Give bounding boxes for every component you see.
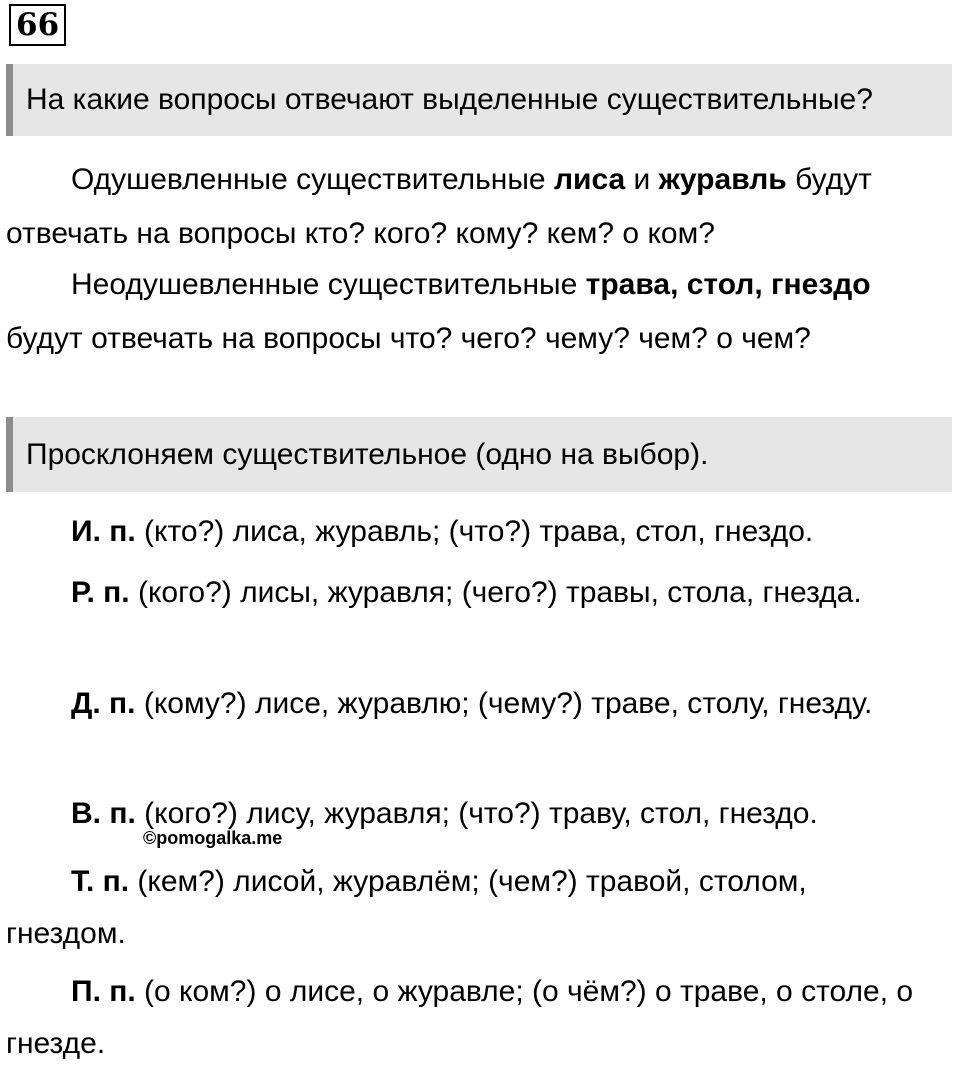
case-abbr: Р. п. (71, 576, 130, 609)
case-genitive (6, 567, 926, 619)
case-prepositional (6, 966, 926, 1070)
bold-word: стол (686, 268, 755, 301)
case-text: (кого?) лисы, журавля; (чего?) травы, стола, гнезда. (129, 576, 862, 609)
case-abbr: И. п. (71, 515, 136, 548)
text-segment: будут отвечать на вопросы что? чего? чему? чем? о чем? (6, 322, 811, 355)
text-segment: Одушевленные существительные (71, 163, 554, 196)
case-nominative (6, 506, 926, 558)
question-header-2 (6, 417, 952, 492)
case-abbr: П. п. (71, 975, 136, 1008)
case-text: (кто?) лиса, журавль; (что?) трава, стол, гнездо. (135, 515, 814, 548)
bold-separator: , (754, 268, 772, 301)
bold-word: трава (585, 268, 671, 301)
case-instrumental (6, 856, 926, 960)
bold-word: гнездо (771, 268, 871, 301)
text-segment: и (625, 163, 659, 196)
question-text-1: На какие вопросы отвечают выделенные существительные? (26, 83, 873, 116)
bold-word: лиса (553, 163, 626, 196)
case-abbr: Т. п. (71, 865, 130, 898)
text-segment: Неодушевленные существительные (71, 268, 586, 301)
case-dative (6, 678, 926, 730)
case-text: (о ком?) о лисе, о журавле; (о чём?) о траве, о столе, о гнезде. (6, 975, 914, 1060)
case-text: (кому?) лисе, журавлю; (чему?) траве, столу, гнезду. (135, 687, 873, 720)
bold-separator: , (670, 268, 687, 301)
answer-paragraph-1 (6, 153, 926, 261)
exercise-number: 66 (9, 4, 66, 46)
case-text: (кого?) лису, журавля; (что?) траву, стол, гнездо. (135, 797, 818, 830)
question-text-2: Просклоняем существительное (одно на выбор). (26, 437, 709, 471)
case-text: (кем?) лисой, журавлём; (чем?) травой, столом, гнездом. (6, 865, 807, 950)
answer-paragraph-2 (6, 258, 926, 366)
text-segment: будут отвечать на вопросы кто? кого? кому? кем? о ком? (6, 163, 872, 250)
bold-word: журавль (658, 163, 787, 196)
question-header-1 (6, 64, 952, 136)
case-abbr: Д. п. (71, 687, 136, 720)
watermark: ©pomogalka.me (143, 828, 283, 848)
case-abbr: В. п. (71, 797, 136, 830)
